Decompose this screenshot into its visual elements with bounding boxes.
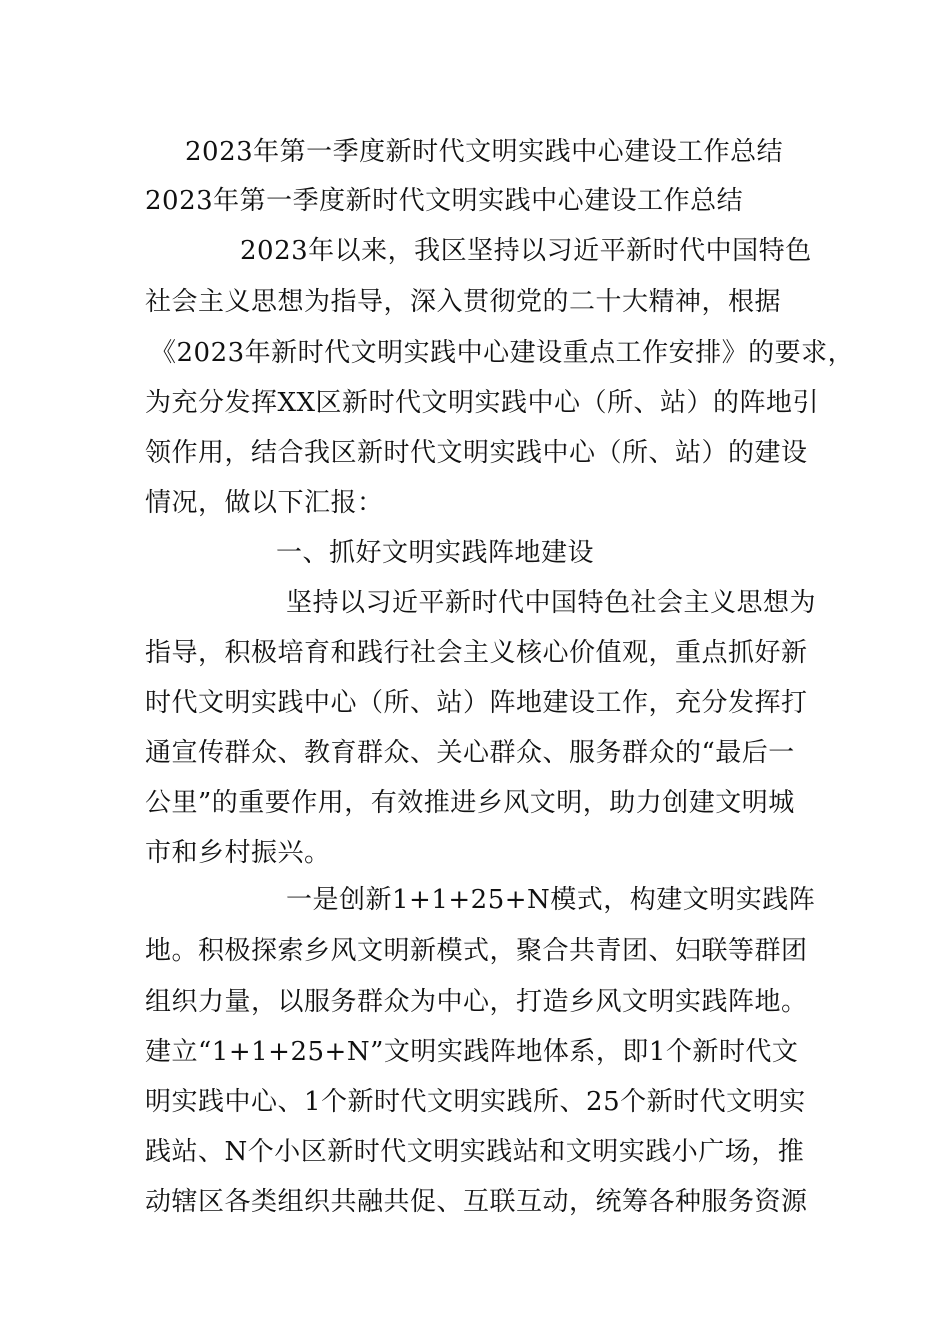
document-title: 2023年第一季度新时代文明实践中心建设工作总结 [185, 137, 784, 167]
section-line-6: 市和乡村振兴。 [145, 838, 331, 868]
intro-line-2: 社会主义思想为指导，深入贯彻党的二十大精神，根据 [145, 287, 782, 317]
item-line-3: 组织力量，以服务群众为中心，打造乡风文明实践阵地。 [145, 987, 808, 1017]
intro-line-1: 2023年以来，我区坚持以习近平新时代中国特色 [240, 236, 812, 266]
item-line-2: 地。积极探索乡风文明新模式，聚合共青团、妇联等群团 [145, 936, 808, 966]
item-line-5: 明实践中心、1个新时代文明实践所、25个新时代文明实 [145, 1087, 806, 1117]
document-subtitle: 2023年第一季度新时代文明实践中心建设工作总结 [145, 186, 744, 216]
section-line-1: 坚持以习近平新时代中国特色社会主义思想为 [286, 588, 817, 618]
intro-line-6: 情况，做以下汇报： [145, 488, 384, 518]
item-line-1: 一是创新1+1+25+N模式，构建文明实践阵 [286, 885, 816, 915]
section-line-2: 指导，积极培育和践行社会主义核心价值观，重点抓好新 [145, 638, 808, 668]
section-line-5: 公里”的重要作用，有效推进乡风文明，助力创建文明城 [145, 788, 795, 818]
section-line-4: 通宣传群众、教育群众、关心群众、服务群众的“最后一 [145, 738, 795, 768]
section-line-3: 时代文明实践中心（所、站）阵地建设工作，充分发挥打 [145, 688, 808, 718]
intro-line-4: 为充分发挥XX区新时代文明实践中心（所、站）的阵地引 [145, 388, 820, 418]
item-line-7: 动辖区各类组织共融共促、互联互动，统筹各种服务资源 [145, 1187, 808, 1217]
intro-line-5: 领作用，结合我区新时代文明实践中心（所、站）的建设 [145, 438, 808, 468]
intro-line-3: 《2023年新时代文明实践中心建设重点工作安排》的要求， [150, 338, 855, 368]
item-line-4: 建立“1+1+25+N”文明实践阵地体系，即1个新时代文 [145, 1037, 799, 1067]
section-heading: 一、抓好文明实践阵地建设 [276, 538, 595, 568]
item-line-6: 践站、N个小区新时代文明实践站和文明实践小广场，推 [145, 1137, 805, 1167]
